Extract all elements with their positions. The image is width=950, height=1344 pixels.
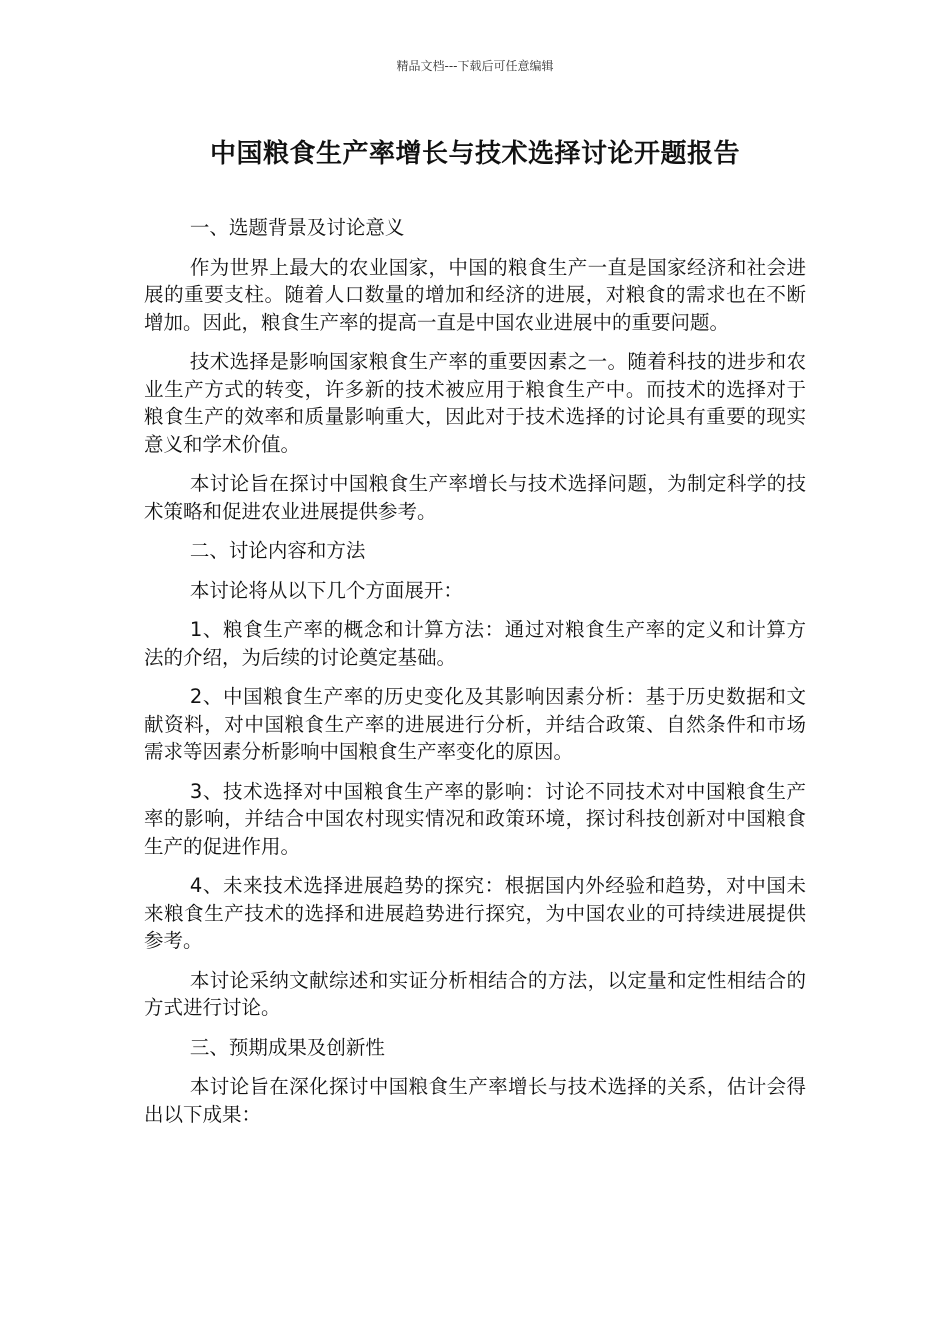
document-body <box>144 214 806 1140</box>
list-item: 1、粮食生产率的概念和计算方法：通过对粮食生产率的定义和计算方法的介绍，为后续的讨论奠定基础。 <box>144 618 806 669</box>
paragraph: 本讨论采纳文献综述和实证分析相结合的方法，以定量和定性相结合的方式进行讨论。 <box>144 968 806 1019</box>
list-item: 3、技术选择对中国粮食生产率的影响：讨论不同技术对中国粮食生产率的影响，并结合中国农村现实情况和政策环境，探讨科技创新对中国粮食生产的促进作用。 <box>144 779 806 858</box>
page-header: 精品文档---下载后可任意编辑 <box>396 59 554 73</box>
section-heading-content-method: 二、讨论内容和方法 <box>189 539 366 562</box>
paragraph: 本讨论旨在探讨中国粮食生产率增长与技术选择问题，为制定科学的技术策略和促进农业进展提供参考。 <box>144 472 806 523</box>
paragraph: 本讨论旨在深化探讨中国粮食生产率增长与技术选择的关系，估计会得出以下成果： <box>144 1075 806 1126</box>
list-item: 2、中国粮食生产率的历史变化及其影响因素分析：基于历史数据和文献资料，对中国粮食生产率的进展进行分析，并结合政策、自然条件和市场需求等因素分析影响中国粮食生产率变化的原因。 <box>144 685 806 763</box>
paragraph: 本讨论将从以下几个方面展开： <box>189 578 463 602</box>
section-heading-background: 一、选题背景及讨论意义 <box>189 216 405 239</box>
paragraph: 作为世界上最大的农业国家，中国的粮食生产一直是国家经济和社会进展的重要支柱。随着人口数量的增加和经济的进展，对粮食的需求也在不断增加。因此，粮食生产率的提高一直是中国农业进展中的重要问题。 <box>144 255 806 334</box>
section-heading-expected-results: 三、预期成果及创新性 <box>189 1035 385 1059</box>
paragraph: 技术选择是影响国家粮食生产率的重要因素之一。随着科技的进步和农业生产方式的转变，许多新的技术被应用于粮食生产中。而技术的选择对于粮食生产的效率和质量影响重大，因此对于技术选择的讨论具有重要的现实意义和学术价值。 <box>144 350 806 456</box>
document-title: 中国粮食生产率增长与技术选择讨论开题报告 <box>209 139 740 169</box>
list-item: 4、未来技术选择进展趋势的探究：根据国内外经验和趋势，对中国未来粮食生产技术的选择和进展趋势进行探究，为中国农业的可持续进展提供参考。 <box>144 874 806 952</box>
